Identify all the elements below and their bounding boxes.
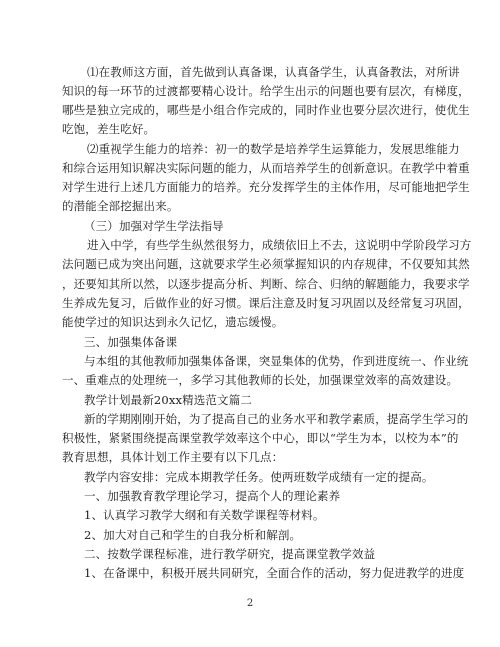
paragraph-line: 吃饱，差生吃好。 [62,122,156,136]
paragraph-line: 教育思想，具体计划工作主要有以下几点： [62,450,284,464]
list-item: 2、加大对自己和学生的自我分析和解剖。 [84,528,302,542]
paragraph-line: 教学内容安排：完成本期教学任务。使两班数学成绩有一定的提高。 [84,470,434,484]
paragraph-line: 的潜能全部挖掘出来。 [62,199,179,213]
paragraph-line: 对学生进行上述几方面能力的培养。充分发挥学生的主体作用，尽可能地把学生 [62,180,470,194]
paragraph-line: 积极性，紧紧围绕提高课堂教学效率这个中心，即以“学生为本，以校为本”的 [62,431,459,445]
paragraph-line: 能使学过的知识达到永久记忆，遗忘缓慢。 [62,315,284,329]
paragraph-line: 与本组的其他教师加强集体备课，突显集体的优势，作到进度统一、作业统 [84,354,469,368]
paragraph-line: ，还要知其所以然，以逐步提高分析、判断、综合、归纳的解题能力，我要求学 [62,277,470,291]
section-heading: 一、加强教育教学理论学习，提高个人的理论素养 [84,489,341,503]
paragraph-line: 哪些是独立完成的，哪些是小组合作完成的，同时作业也要分层次进行，使优生 [62,103,470,117]
list-item: 1、认真学习教学大纲和有关数学课程等材料。 [84,508,325,522]
paragraph-line: 和综合运用知识解决实际问题的能力，从而培养学生的创新意识。在教学中着重 [62,161,470,175]
paragraph-line: 新的学期刚刚开始，为了提高自己的业务水平和教学素质，提高学生学习的 [84,412,469,426]
paragraph-line: ⑴在教师这方面，首先做到认真备课，认真备学生，认真备教法，对所讲 [87,65,460,79]
section-heading: 三、加强集体备课 [84,335,178,349]
paragraph-line: 知识的每一环节的过渡都要精心设计。给学生出示的问题也要有层次，有梯度， [62,84,470,98]
paragraph-line: 法问题已成为突出问题，这就要求学生必须掌握知识的内存规律，不仅要知其然 [62,257,470,271]
section-heading: 二、按数学课程标准，进行教学研究，提高课堂教学效益 [84,547,376,561]
paragraph-line: ⑵重视学生能力的培养：初一的数学是培养学生运算能力，发展思维能力 [87,142,460,156]
paragraph-line: 进入中学，有些学生纵然很努力，成绩依旧上不去，这说明中学阶段学习方 [87,238,472,252]
section-heading: （三）加强对学生学法指导 [84,219,224,233]
paragraph-line: 一、重难点的处理统一，多学习其他教师的长处，加强课堂效率的高效建设。 [62,373,459,387]
page-number: 2 [246,598,254,609]
article-title: 教学计划最新20xx精选范文篇二 [84,393,253,407]
list-item: 1、在备课中，积极开展共同研究，全面合作的活动，努力促进教学的进度 [84,566,465,580]
paragraph-line: 生养成先复习，后做作业的好习惯。课后注意及时复习巩固以及经常复习巩固， [62,296,470,310]
